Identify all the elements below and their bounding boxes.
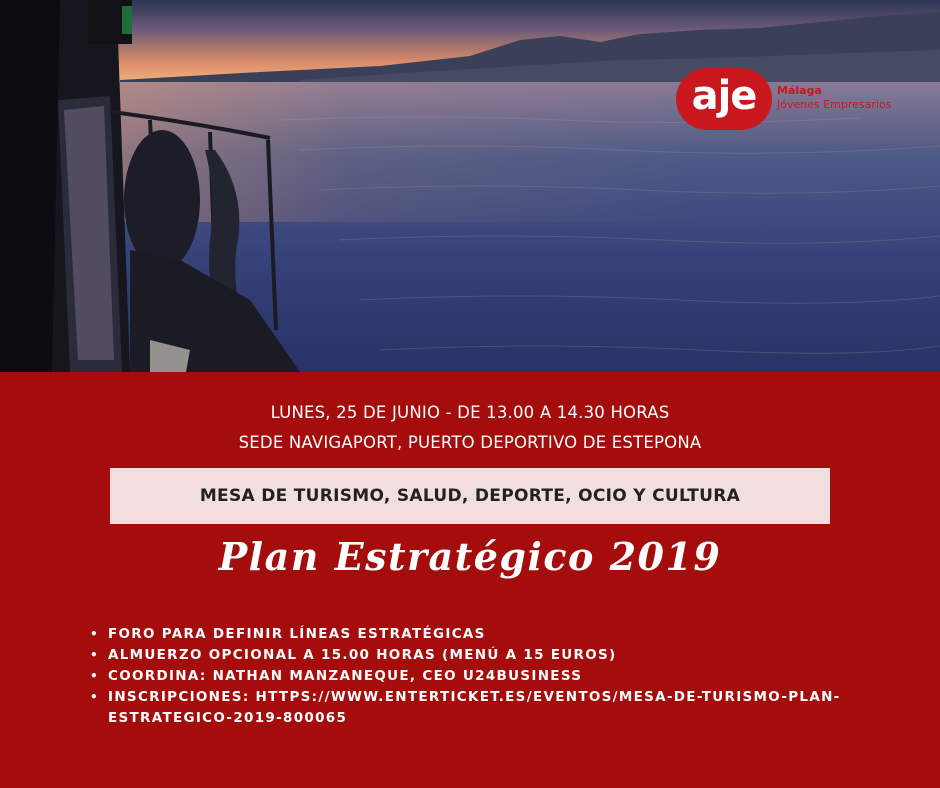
aje-logo-badge <box>676 68 772 130</box>
mesa-title-box <box>110 468 830 524</box>
sunset-sea-photo <box>0 0 940 372</box>
details-list <box>90 624 880 729</box>
event-date-time: LUNES, 25 DE JUNIO - DE 13.00 A 14.30 HORAS <box>270 403 670 422</box>
list-item-text: FORO PARA DEFINIR LÍNEAS ESTRATÉGICAS <box>108 626 486 642</box>
aje-logo-city: Málaga <box>777 84 822 97</box>
registration-link[interactable]: INSCRIPCIONES: HTTPS://WWW.ENTERTICKET.ES/EVENTOS/MESA-DE-TURISMO-PLAN-ESTRATEGICO-2019-800065 <box>108 689 841 726</box>
list-item <box>90 666 880 687</box>
list-item <box>90 645 880 666</box>
list-item-text: ALMUERZO OPCIONAL A 15.00 HORAS (MENÚ A 15 EUROS) <box>108 647 617 663</box>
bullet-icon: • <box>90 669 99 683</box>
mesa-title: MESA DE TURISMO, SALUD, DEPORTE, OCIO Y CULTURA <box>199 486 741 506</box>
list-item <box>90 624 880 645</box>
event-details-panel <box>0 372 940 788</box>
aje-logo <box>676 68 906 134</box>
bullet-icon: • <box>90 648 99 662</box>
bullet-icon: • <box>90 627 99 641</box>
aje-logo-mark: aje <box>691 73 757 119</box>
aje-logo-subtitle: Jóvenes Empresarios <box>777 98 892 111</box>
plan-title: Plan Estratégico 2019 <box>218 534 722 579</box>
list-item-text: COORDINA: NATHAN MANZANEQUE, CEO U24BUSINESS <box>108 668 583 684</box>
list-item <box>90 687 880 729</box>
bullet-icon: • <box>90 690 99 704</box>
event-venue: SEDE NAVIGAPORT, PUERTO DEPORTIVO DE ESTEPONA <box>238 433 702 452</box>
